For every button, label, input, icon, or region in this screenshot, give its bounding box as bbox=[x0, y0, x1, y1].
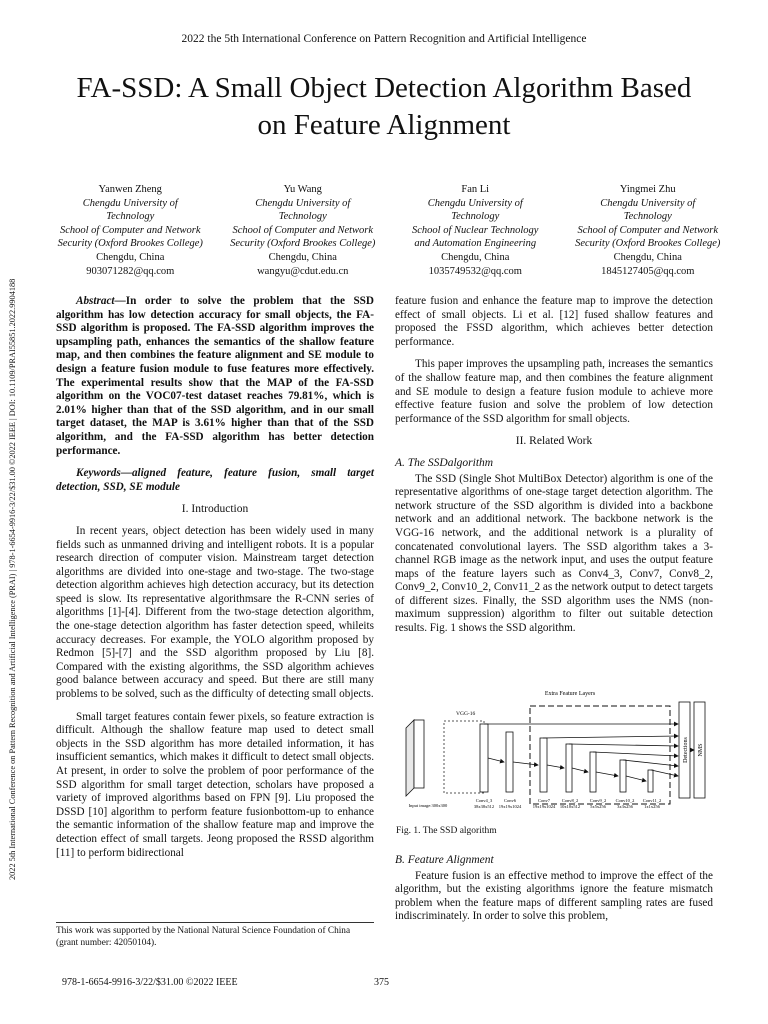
layer-dims: 5x5x256 bbox=[590, 804, 606, 809]
author-department: Security (Oxford Brookes College) bbox=[575, 238, 721, 250]
author-name: Fan Li bbox=[461, 184, 490, 195]
sidebar-doi-text: 2022 5th International Conference on Pattern Recognition and Artificial Intelligence (PRAI) | 978-1-6654-9916-3/22/$31.00 ©2022 IEEE | DOI: 10.1109/PRAI55851.2022.9904188 bbox=[8, 278, 17, 880]
left-column bbox=[56, 295, 374, 869]
author-name: Yanwen Zheng bbox=[98, 184, 162, 195]
author-city: Chengdu, China bbox=[441, 251, 510, 263]
author-affiliation: Chengdu University of bbox=[255, 197, 351, 209]
author-email: 903071282@qq.com bbox=[86, 265, 175, 277]
author-affiliation: Technology bbox=[623, 211, 672, 223]
author-2 bbox=[217, 183, 390, 278]
abstract-label: Abstract bbox=[76, 295, 115, 307]
section-heading-related-work: II. Related Work bbox=[515, 435, 593, 448]
layer-dims: 38x38x512 bbox=[473, 804, 495, 809]
keywords-text: aligned feature, feature fusion, small target detection, SSD, SE module bbox=[56, 467, 374, 493]
keywords-dash: — bbox=[120, 467, 132, 480]
layer-name: Conv9_2 bbox=[589, 798, 607, 803]
conv7-block bbox=[540, 738, 547, 792]
layer-name: Conv7 bbox=[537, 798, 551, 803]
continued-paragraph: feature fusion and enhance the feature map to improve the detection effect of small objects. Li et al. [12] fused shallow features and proposed the FSSD algorithm, which achieves better detection performance. bbox=[395, 295, 713, 348]
layer-name: Conv6 bbox=[503, 798, 517, 803]
intro-paragraph-2: Small target features contain fewer pixels, so feature extraction is difficult. Although the shallow feature map used to detect small objects in the SSD algorithm has more detailed information, it has insufficient semantics, which makes it difficult to detect small objects. At present, in order to solve the problem of poor performance of the SSD algorithm for small target detection, scholars have proposed a variety of improved algorithms based on FPN [9]. Liu proposed the DSSD [10] algorithm to perform feature fusionbottom-up to enhance the semantic information of the shallow feature map and improve the detection effect of small targets. Jeong proposed the RSSD algorithm [11] to perform bidirectional bbox=[56, 710, 374, 859]
layer-dims: 19x19x1024 bbox=[498, 804, 522, 809]
author-name: Yingmei Zhu bbox=[619, 184, 676, 195]
layer-name: Conv8_2 bbox=[561, 798, 579, 803]
conv8-2-block bbox=[566, 744, 572, 792]
conv11-2-block bbox=[648, 770, 653, 792]
input-label: Input image:300x300 bbox=[408, 803, 448, 808]
layer-dims: 3x3x256 bbox=[617, 804, 633, 809]
keywords bbox=[56, 467, 374, 494]
title-line-1: FA-SSD: A Small Object Detection Algorithm Based bbox=[76, 72, 692, 104]
contribution-paragraph: This paper improves the upsampling path, increases the semantics of the shallow feature map, and then combines the feature alignment and SE module to design a feature fusion module to achieve more effective feature fusion and solve the problem of low detection performance of the SSD algorithm for small objects. bbox=[395, 358, 713, 425]
figure-caption: Fig. 1. The SSD algorithm bbox=[396, 826, 497, 836]
paper-title bbox=[40, 70, 728, 144]
author-affiliation: Chengdu University of bbox=[600, 197, 696, 209]
ssd-paragraph: The SSD (Single Shot MultiBox Detector) algorithm is one of the representative algorithms of one-stage target detection algorithm. The network structure of the SSD algorithm is divided into a backbone network and an additional network. The backbone network is the VGG-16 network, and the additional network is a plurality of concatenated convolutional layers. The SSD algorithm takes a 3-channel RGB image as the network input, and uses the output feature maps of the feature layers such as Conv4_3, Conv7, Conv8_2, Conv9_2, Conv10_2, Conv11_2 as the network output to detect targets of different sizes. Finally, the SSD algorithm uses the NMS (non-maximum suppression) algorithm to filter out suitable detection results. Fig. 1 shows the SSD algorithm. bbox=[395, 472, 713, 635]
detections-label: Detections bbox=[683, 737, 689, 763]
author-block bbox=[44, 183, 734, 278]
keywords-label: Keywords bbox=[76, 467, 121, 480]
layer-dims: 1x1x256 bbox=[644, 804, 660, 809]
author-department: Security (Oxford Brookes College) bbox=[230, 238, 376, 250]
author-department: School of Nuclear Technology bbox=[412, 224, 539, 236]
page-number: 375 bbox=[374, 977, 389, 988]
author-affiliation: Chengdu University of bbox=[427, 197, 523, 209]
author-affiliation: Technology bbox=[451, 211, 500, 223]
author-department: School of Computer and Network bbox=[59, 224, 201, 236]
author-affiliation: Technology bbox=[106, 211, 155, 223]
extra-layers-label: Extra Feature Layers bbox=[544, 691, 596, 697]
conv-blocks bbox=[480, 724, 653, 792]
section-heading-introduction: I. Introduction bbox=[181, 503, 249, 516]
input-image-face bbox=[414, 720, 424, 788]
ssd-architecture-figure bbox=[398, 688, 716, 820]
author-email: wangyu@cdut.edu.cn bbox=[257, 265, 349, 277]
abstract-dash: — bbox=[114, 295, 126, 307]
vgg-box bbox=[444, 721, 484, 793]
subsection-heading-alignment: B. Feature Alignment bbox=[395, 854, 494, 866]
right-column-lower bbox=[395, 848, 713, 933]
author-name: Yu Wang bbox=[283, 184, 322, 195]
author-email: 1035749532@qq.com bbox=[428, 265, 522, 277]
author-department: and Automation Engineering bbox=[414, 238, 537, 250]
author-affiliation: Chengdu University of bbox=[82, 197, 178, 209]
layer-dims: 19x19x1024 bbox=[532, 804, 556, 809]
nms-label: NMS bbox=[698, 743, 704, 757]
vgg-label: VGG-16 bbox=[456, 711, 476, 717]
author-city: Chengdu, China bbox=[268, 251, 337, 263]
layer-dims: 10x10x512 bbox=[559, 804, 581, 809]
author-department: Security (Oxford Brookes College) bbox=[57, 238, 203, 250]
conference-header: 2022 the 5th International Conference on Pattern Recognition and Artificial Intelligence bbox=[181, 33, 587, 45]
author-4 bbox=[562, 183, 735, 278]
conv10-2-block bbox=[620, 760, 626, 792]
author-affiliation: Technology bbox=[278, 211, 327, 223]
conv6-block bbox=[506, 732, 513, 792]
conv4-3-block bbox=[480, 724, 488, 792]
alignment-paragraph: Feature fusion is an effective method to improve the effect of the algorithm, but the existing algorithms ignore the feature mismatch problem when the feature maps of different sampling rates are fused indiscriminately. In order to solve this problem, bbox=[395, 869, 713, 923]
sidebar-doi bbox=[8, 278, 17, 881]
author-3 bbox=[389, 183, 562, 278]
abstract-text: In order to solve the problem that the SSD algorithm has low detection accuracy for small objects, the FA-SSD algorithm is proposed. The FA-SSD algorithm improves the upsampling path, enhances the semantics of the shallow feature map, and then combines the feature alignment and SE module to design a feature fusion module to fuse features more effectively. The experimental results show that the MAP of the FA-SSD algorithm on the VOC07-test dataset reaches 79.81%, which is 2.01% higher than that of the SSD algorithm, and in our small target dataset, the MAP is 3.61% higher than that of the SSD algorithm, and the FA-SSD algorithm has better detection performance. bbox=[56, 295, 374, 457]
author-email: 1845127405@qq.com bbox=[601, 265, 695, 277]
conv9-2-block bbox=[590, 752, 596, 792]
author-city: Chengdu, China bbox=[96, 251, 165, 263]
layer-name: Conv4_3 bbox=[475, 798, 493, 803]
author-department: School of Computer and Network bbox=[577, 224, 719, 236]
intro-paragraph-1: In recent years, object detection has been widely used in many fields such as unmanned driving and intelligent robots. It is a popular research direction of computer vision. Mainstream target detection algorithms are divided into one-stage and two-stage. The two-stage detection algorithm achieves high detection accuracy, but its detection speed is slow. Its representative algorithmsare the R-CNN series of algorithms [1]-[4]. Different from the two-stage detection algorithm, the one-stage detection algorithm has faster detection speed, whileits accuracy decreases. For example, the YOLO algorithm proposed by Redmon [5]-[7] and the SSD algorithm proposed by Liu [8]. Compared with the existing algorithms, the SSD algorithm achieves good balance between accuracy and speed. But there are still many problems to be solved, such as the difficulty of detecting small objects. bbox=[56, 524, 374, 701]
layer-name: Conv10_2 bbox=[615, 798, 635, 803]
author-1 bbox=[44, 183, 217, 278]
author-city: Chengdu, China bbox=[613, 251, 682, 263]
author-department: School of Computer and Network bbox=[232, 224, 374, 236]
abstract bbox=[56, 295, 374, 458]
layer-name: Conv11_2 bbox=[642, 798, 662, 803]
right-column bbox=[395, 295, 713, 645]
title-line-2: on Feature Alignment bbox=[257, 109, 511, 141]
subsection-heading-ssd: A. The SSDalgorithm bbox=[395, 456, 494, 469]
input-image-block bbox=[406, 720, 414, 796]
funding-footnote: This work was supported by the National Natural Science Foundation of China (grant number: 42050104). bbox=[56, 922, 374, 949]
ssd-diagram bbox=[398, 688, 716, 820]
footer-isbn: 978-1-6654-9916-3/22/$31.00 ©2022 IEEE bbox=[62, 977, 238, 988]
